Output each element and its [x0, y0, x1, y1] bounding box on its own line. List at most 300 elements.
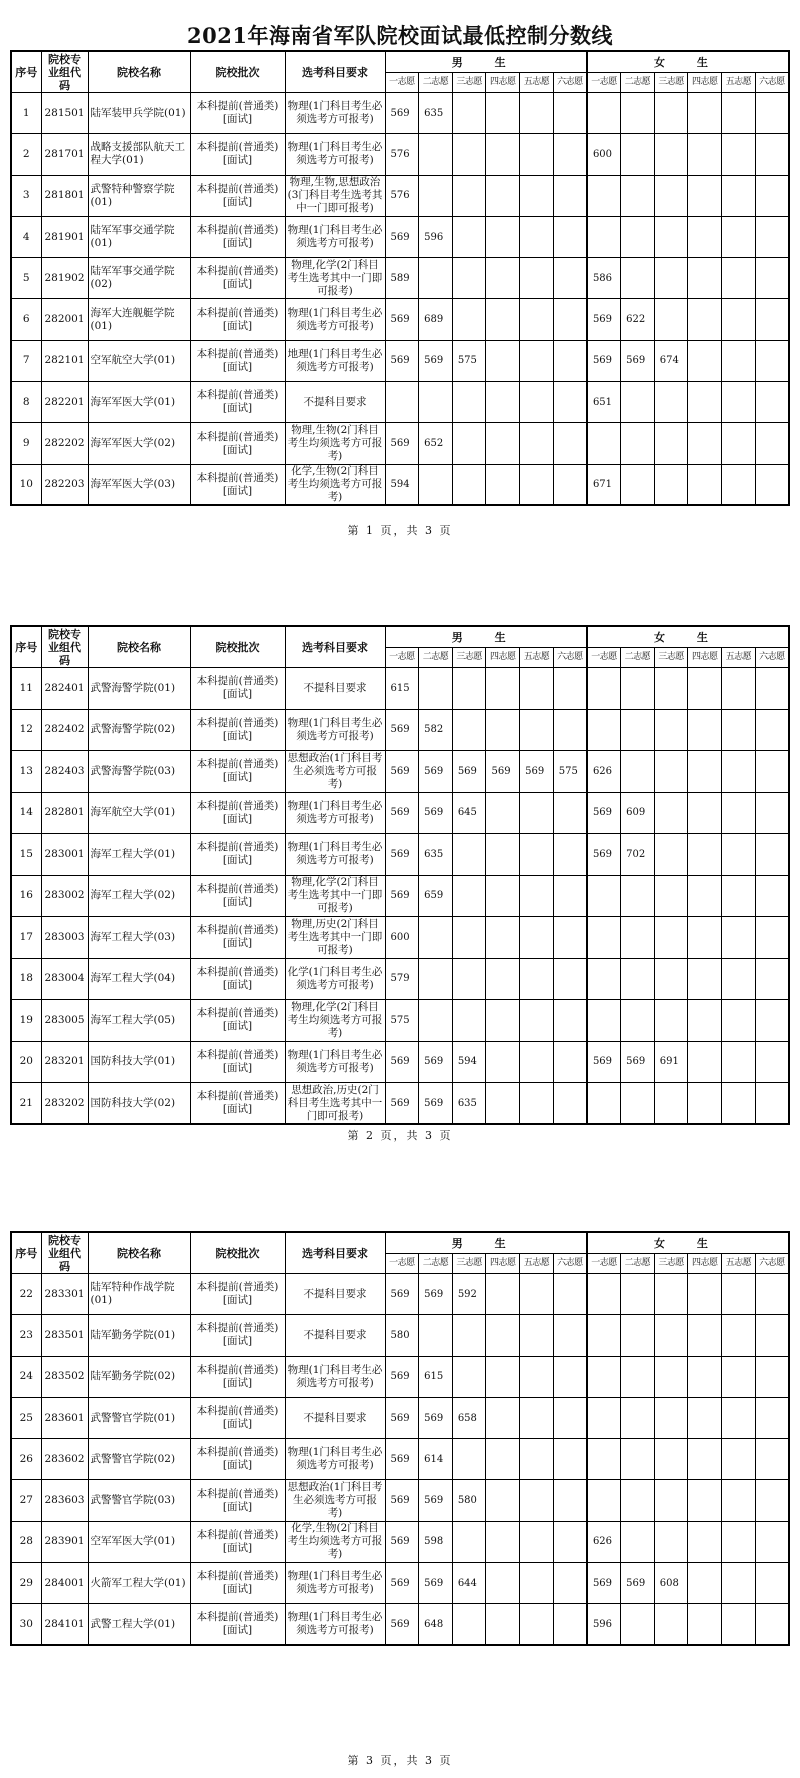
female-score-cell — [621, 1604, 655, 1645]
seq-cell: 19 — [11, 1000, 41, 1042]
male-score-cell: 659 — [419, 875, 453, 917]
header-male: 男 生 — [385, 51, 587, 73]
female-score-cell — [722, 1041, 756, 1083]
male-score-cell — [486, 1000, 520, 1042]
male-score-cell: 569 — [385, 875, 419, 917]
female-score-cell — [654, 958, 688, 1000]
batch-cell: 本科提前(普通类)[面试] — [190, 1604, 285, 1645]
table-row — [11, 792, 789, 834]
male-score-cell — [520, 1356, 554, 1397]
female-score-cell — [755, 709, 789, 751]
female-score-cell — [654, 751, 688, 793]
male-score-cell — [553, 1356, 587, 1397]
female-choice-header: 六志愿 — [755, 73, 789, 93]
female-score-cell — [722, 1563, 756, 1604]
male-score-cell — [553, 134, 587, 175]
female-score-cell — [621, 1397, 655, 1438]
female-score-cell — [621, 917, 655, 959]
male-score-cell — [520, 1480, 554, 1521]
code-cell: 282403 — [41, 751, 88, 793]
female-score-cell — [654, 1480, 688, 1521]
male-score-cell: 569 — [385, 1397, 419, 1438]
female-score-cell: 702 — [621, 834, 655, 876]
header-code: 院校专业组代码 — [41, 1232, 88, 1274]
requirement-cell: 物理,生物,思想政治(3门科目考生选考其中一门即可报考) — [285, 175, 385, 216]
female-score-cell — [722, 1315, 756, 1356]
female-score-cell — [722, 93, 756, 134]
female-score-cell — [688, 1397, 722, 1438]
header-name: 院校名称 — [88, 626, 190, 668]
code-cell: 282101 — [41, 340, 88, 381]
table-row — [11, 1356, 789, 1397]
male-score-cell — [520, 792, 554, 834]
batch-cell: 本科提前(普通类)[面试] — [190, 258, 285, 299]
male-score-cell — [486, 175, 520, 216]
batch-cell: 本科提前(普通类)[面试] — [190, 1041, 285, 1083]
female-score-cell — [654, 423, 688, 464]
requirement-cell: 物理(1门科目考生必须选考方可报考) — [285, 834, 385, 876]
male-score-cell — [486, 1397, 520, 1438]
female-choice-header: 二志愿 — [621, 1254, 655, 1274]
female-choice-header: 六志愿 — [755, 1254, 789, 1274]
school-name-cell: 海军军医大学(01) — [88, 382, 190, 423]
male-score-cell — [452, 917, 486, 959]
code-cell: 282401 — [41, 668, 88, 710]
female-choice-header: 五志愿 — [722, 648, 756, 668]
female-score-cell: 596 — [587, 1604, 621, 1645]
seq-cell: 8 — [11, 382, 41, 423]
male-choice-header: 五志愿 — [520, 1254, 554, 1274]
female-score-cell — [621, 93, 655, 134]
school-name-cell: 武警海警学院(01) — [88, 668, 190, 710]
female-score-cell — [688, 1356, 722, 1397]
male-score-cell: 569 — [385, 1480, 419, 1521]
male-score-cell — [520, 1397, 554, 1438]
female-score-cell — [755, 958, 789, 1000]
table-row — [11, 1563, 789, 1604]
female-score-cell — [654, 1315, 688, 1356]
female-score-cell — [621, 1521, 655, 1562]
school-name-cell: 海军工程大学(05) — [88, 1000, 190, 1042]
male-score-cell: 569 — [419, 751, 453, 793]
male-score-cell — [486, 216, 520, 257]
female-score-cell — [621, 175, 655, 216]
seq-cell: 11 — [11, 668, 41, 710]
female-score-cell: 691 — [654, 1041, 688, 1083]
male-score-cell — [486, 1604, 520, 1645]
seq-cell: 17 — [11, 917, 41, 959]
male-score-cell — [553, 1274, 587, 1315]
male-score-cell: 635 — [452, 1083, 486, 1125]
female-choice-header: 二志愿 — [621, 648, 655, 668]
requirement-cell: 化学(1门科目考生必须选考方可报考) — [285, 958, 385, 1000]
male-score-cell — [486, 1041, 520, 1083]
school-name-cell: 陆军军事交通学院(02) — [88, 258, 190, 299]
header-seq: 序号 — [11, 626, 41, 668]
male-score-cell — [486, 1563, 520, 1604]
female-score-cell — [688, 792, 722, 834]
requirement-cell: 物理(1门科目考生必须选考方可报考) — [285, 134, 385, 175]
table-row — [11, 134, 789, 175]
male-score-cell: 635 — [419, 834, 453, 876]
requirement-cell: 物理(1门科目考生必须选考方可报考) — [285, 93, 385, 134]
school-name-cell: 武警工程大学(01) — [88, 1604, 190, 1645]
female-score-cell — [722, 382, 756, 423]
requirement-cell: 思想政治(1门科目考生必须选考方可报考) — [285, 751, 385, 793]
batch-cell: 本科提前(普通类)[面试] — [190, 423, 285, 464]
batch-cell: 本科提前(普通类)[面试] — [190, 93, 285, 134]
female-score-cell — [688, 668, 722, 710]
table-row — [11, 1315, 789, 1356]
seq-cell: 23 — [11, 1315, 41, 1356]
code-cell: 282202 — [41, 423, 88, 464]
female-score-cell — [587, 423, 621, 464]
female-score-cell — [722, 958, 756, 1000]
page-footer: 第 2 页，共 3 页 — [347, 1129, 453, 1142]
seq-cell: 30 — [11, 1604, 41, 1645]
male-score-cell — [486, 958, 520, 1000]
code-cell: 283002 — [41, 875, 88, 917]
female-score-cell — [587, 1083, 621, 1125]
requirement-cell: 物理,历史(2门科目考生选考其中一门即可报考) — [285, 917, 385, 959]
female-score-cell — [688, 1000, 722, 1042]
male-score-cell — [452, 709, 486, 751]
female-score-cell — [621, 958, 655, 1000]
female-score-cell — [587, 875, 621, 917]
school-name-cell: 战略支援部队航天工程大学(01) — [88, 134, 190, 175]
male-score-cell — [452, 1315, 486, 1356]
female-score-cell — [654, 1356, 688, 1397]
school-name-cell: 武警海警学院(02) — [88, 709, 190, 751]
male-score-cell: 689 — [419, 299, 453, 340]
male-score-cell — [486, 1274, 520, 1315]
seq-cell: 15 — [11, 834, 41, 876]
female-score-cell — [755, 1439, 789, 1480]
male-score-cell: 569 — [419, 1480, 453, 1521]
table-row — [11, 1521, 789, 1562]
female-score-cell — [755, 917, 789, 959]
female-score-cell — [688, 175, 722, 216]
male-score-cell: 569 — [385, 792, 419, 834]
seq-cell: 3 — [11, 175, 41, 216]
female-score-cell — [587, 1274, 621, 1315]
male-score-cell — [520, 709, 554, 751]
male-score-cell — [553, 382, 587, 423]
male-score-cell: 615 — [385, 668, 419, 710]
female-score-cell — [621, 382, 655, 423]
school-name-cell: 火箭军工程大学(01) — [88, 1563, 190, 1604]
female-score-cell — [654, 917, 688, 959]
header-female: 女 生 — [587, 1232, 789, 1254]
female-score-cell: 674 — [654, 340, 688, 381]
requirement-cell: 物理(1门科目考生必须选考方可报考) — [285, 1356, 385, 1397]
seq-cell: 6 — [11, 299, 41, 340]
seq-cell: 13 — [11, 751, 41, 793]
requirement-cell: 物理(1门科目考生必须选考方可报考) — [285, 1041, 385, 1083]
header-requirement: 选考科目要求 — [285, 626, 385, 668]
male-choice-header: 二志愿 — [419, 648, 453, 668]
school-name-cell: 国防科技大学(01) — [88, 1041, 190, 1083]
page-footer: 第 3 页，共 3 页 — [347, 1754, 453, 1767]
male-score-cell: 569 — [486, 751, 520, 793]
female-score-cell — [755, 792, 789, 834]
male-choice-header: 一志愿 — [385, 73, 419, 93]
female-score-cell — [688, 1604, 722, 1645]
female-score-cell — [688, 423, 722, 464]
female-choice-header: 四志愿 — [688, 648, 722, 668]
male-score-cell — [553, 423, 587, 464]
female-score-cell — [755, 834, 789, 876]
female-score-cell — [688, 1521, 722, 1562]
batch-cell: 本科提前(普通类)[面试] — [190, 1480, 285, 1521]
code-cell: 283004 — [41, 958, 88, 1000]
female-score-cell — [755, 93, 789, 134]
female-score-cell: 569 — [587, 299, 621, 340]
female-score-cell: 569 — [587, 834, 621, 876]
female-score-cell: 609 — [621, 792, 655, 834]
male-score-cell — [452, 1521, 486, 1562]
header-code: 院校专业组代码 — [41, 626, 88, 668]
school-name-cell: 海军军医大学(02) — [88, 423, 190, 464]
requirement-cell: 不提科目要求 — [285, 1397, 385, 1438]
male-score-cell — [452, 134, 486, 175]
male-score-cell — [486, 1521, 520, 1562]
male-score-cell — [520, 1274, 554, 1315]
female-score-cell — [654, 299, 688, 340]
female-score-cell — [688, 464, 722, 505]
male-score-cell — [553, 216, 587, 257]
table-row — [11, 709, 789, 751]
male-score-cell — [486, 464, 520, 505]
seq-cell: 26 — [11, 1439, 41, 1480]
female-score-cell — [621, 1356, 655, 1397]
male-score-cell: 569 — [419, 340, 453, 381]
male-score-cell — [520, 340, 554, 381]
female-score-cell — [654, 93, 688, 134]
requirement-cell: 物理(1门科目考生必须选考方可报考) — [285, 709, 385, 751]
batch-cell: 本科提前(普通类)[面试] — [190, 917, 285, 959]
male-score-cell — [553, 917, 587, 959]
male-score-cell: 652 — [419, 423, 453, 464]
male-score-cell: 635 — [419, 93, 453, 134]
male-score-cell — [520, 1521, 554, 1562]
female-score-cell: 651 — [587, 382, 621, 423]
male-score-cell: 569 — [452, 751, 486, 793]
female-choice-header: 五志愿 — [722, 1254, 756, 1274]
female-choice-header: 一志愿 — [587, 648, 621, 668]
school-name-cell: 空军军医大学(01) — [88, 1521, 190, 1562]
female-score-cell — [621, 1315, 655, 1356]
table-row — [11, 258, 789, 299]
female-score-cell — [688, 958, 722, 1000]
header-code: 院校专业组代码 — [41, 51, 88, 93]
female-score-cell — [755, 1521, 789, 1562]
school-name-cell: 海军大连舰艇学院(01) — [88, 299, 190, 340]
seq-cell: 14 — [11, 792, 41, 834]
batch-cell: 本科提前(普通类)[面试] — [190, 216, 285, 257]
male-score-cell: 569 — [385, 751, 419, 793]
male-score-cell: 589 — [385, 258, 419, 299]
male-score-cell: 569 — [385, 709, 419, 751]
male-score-cell — [553, 464, 587, 505]
female-score-cell: 626 — [587, 751, 621, 793]
female-score-cell — [621, 258, 655, 299]
male-score-cell — [486, 1439, 520, 1480]
female-score-cell — [722, 1397, 756, 1438]
male-choice-header: 六志愿 — [553, 1254, 587, 1274]
male-score-cell — [520, 423, 554, 464]
female-score-cell — [722, 340, 756, 381]
female-score-cell — [654, 175, 688, 216]
male-score-cell: 569 — [419, 1274, 453, 1315]
male-score-cell — [553, 1083, 587, 1125]
male-score-cell: 600 — [385, 917, 419, 959]
female-score-cell — [688, 1274, 722, 1315]
female-score-cell — [621, 668, 655, 710]
batch-cell: 本科提前(普通类)[面试] — [190, 1274, 285, 1315]
seq-cell: 12 — [11, 709, 41, 751]
code-cell: 281901 — [41, 216, 88, 257]
header-male: 男 生 — [385, 1232, 587, 1254]
code-cell: 282001 — [41, 299, 88, 340]
female-score-cell — [755, 382, 789, 423]
female-score-cell — [587, 1397, 621, 1438]
code-cell: 283602 — [41, 1439, 88, 1480]
school-name-cell: 海军工程大学(04) — [88, 958, 190, 1000]
male-score-cell — [486, 1480, 520, 1521]
female-score-cell — [755, 1604, 789, 1645]
male-score-cell — [520, 668, 554, 710]
male-score-cell — [553, 93, 587, 134]
female-score-cell — [755, 1041, 789, 1083]
header-name: 院校名称 — [88, 1232, 190, 1274]
female-choice-header: 一志愿 — [587, 1254, 621, 1274]
female-score-cell — [654, 1397, 688, 1438]
male-score-cell — [520, 175, 554, 216]
male-score-cell — [520, 1439, 554, 1480]
score-table — [10, 625, 790, 1125]
female-choice-header: 一志愿 — [587, 73, 621, 93]
male-score-cell — [452, 1439, 486, 1480]
header-batch: 院校批次 — [190, 626, 285, 668]
male-score-cell — [419, 668, 453, 710]
code-cell: 282203 — [41, 464, 88, 505]
male-score-cell — [553, 1000, 587, 1042]
female-choice-header: 四志愿 — [688, 1254, 722, 1274]
male-score-cell — [520, 134, 554, 175]
batch-cell: 本科提前(普通类)[面试] — [190, 792, 285, 834]
male-score-cell: 576 — [385, 175, 419, 216]
female-score-cell — [722, 423, 756, 464]
male-score-cell: 569 — [385, 1521, 419, 1562]
female-score-cell — [621, 709, 655, 751]
female-score-cell — [621, 875, 655, 917]
male-score-cell — [553, 792, 587, 834]
female-score-cell — [587, 1480, 621, 1521]
female-choice-header: 五志愿 — [722, 73, 756, 93]
male-score-cell: 569 — [385, 93, 419, 134]
female-score-cell: 569 — [587, 340, 621, 381]
female-score-cell — [688, 1083, 722, 1125]
female-score-cell — [587, 1356, 621, 1397]
female-score-cell — [755, 1315, 789, 1356]
male-choice-header: 一志愿 — [385, 1254, 419, 1274]
female-score-cell — [722, 1604, 756, 1645]
male-score-cell — [419, 958, 453, 1000]
male-score-cell: 576 — [385, 134, 419, 175]
requirement-cell: 不提科目要求 — [285, 668, 385, 710]
male-score-cell — [553, 258, 587, 299]
table-row — [11, 751, 789, 793]
code-cell: 282801 — [41, 792, 88, 834]
female-choice-header: 六志愿 — [755, 648, 789, 668]
batch-cell: 本科提前(普通类)[面试] — [190, 1083, 285, 1125]
table-row — [11, 175, 789, 216]
code-cell: 284001 — [41, 1563, 88, 1604]
female-score-cell — [688, 709, 722, 751]
female-score-cell: 569 — [587, 1041, 621, 1083]
batch-cell: 本科提前(普通类)[面试] — [190, 1397, 285, 1438]
header-batch: 院校批次 — [190, 51, 285, 93]
male-score-cell — [452, 423, 486, 464]
female-score-cell — [621, 216, 655, 257]
female-score-cell: 569 — [621, 1041, 655, 1083]
code-cell: 283202 — [41, 1083, 88, 1125]
female-score-cell: 569 — [587, 792, 621, 834]
table-row — [11, 1041, 789, 1083]
female-score-cell — [755, 1000, 789, 1042]
code-cell: 283005 — [41, 1000, 88, 1042]
female-score-cell — [722, 792, 756, 834]
female-score-cell — [587, 93, 621, 134]
female-score-cell — [621, 464, 655, 505]
batch-cell: 本科提前(普通类)[面试] — [190, 134, 285, 175]
document-title: 2021年海南省军队院校面试最低控制分数线 — [187, 23, 613, 48]
male-score-cell: 615 — [419, 1356, 453, 1397]
female-score-cell — [755, 1356, 789, 1397]
code-cell: 283601 — [41, 1397, 88, 1438]
female-score-cell — [654, 464, 688, 505]
batch-cell: 本科提前(普通类)[面试] — [190, 1439, 285, 1480]
male-choice-header: 五志愿 — [520, 648, 554, 668]
female-score-cell — [688, 258, 722, 299]
header-name: 院校名称 — [88, 51, 190, 93]
male-score-cell — [520, 258, 554, 299]
male-score-cell: 569 — [385, 1439, 419, 1480]
seq-cell: 9 — [11, 423, 41, 464]
female-score-cell — [587, 216, 621, 257]
male-score-cell — [452, 1604, 486, 1645]
female-score-cell — [654, 1604, 688, 1645]
female-score-cell — [722, 258, 756, 299]
female-score-cell — [654, 1274, 688, 1315]
seq-cell: 1 — [11, 93, 41, 134]
male-score-cell: 598 — [419, 1521, 453, 1562]
school-name-cell: 武警海警学院(03) — [88, 751, 190, 793]
batch-cell: 本科提前(普通类)[面试] — [190, 958, 285, 1000]
male-score-cell: 569 — [385, 834, 419, 876]
female-score-cell — [587, 668, 621, 710]
female-score-cell — [688, 93, 722, 134]
male-choice-header: 二志愿 — [419, 1254, 453, 1274]
male-score-cell — [520, 875, 554, 917]
male-score-cell — [419, 175, 453, 216]
table-row — [11, 917, 789, 959]
female-score-cell — [688, 1480, 722, 1521]
table-row — [11, 1480, 789, 1521]
male-score-cell — [486, 258, 520, 299]
male-score-cell: 596 — [419, 216, 453, 257]
